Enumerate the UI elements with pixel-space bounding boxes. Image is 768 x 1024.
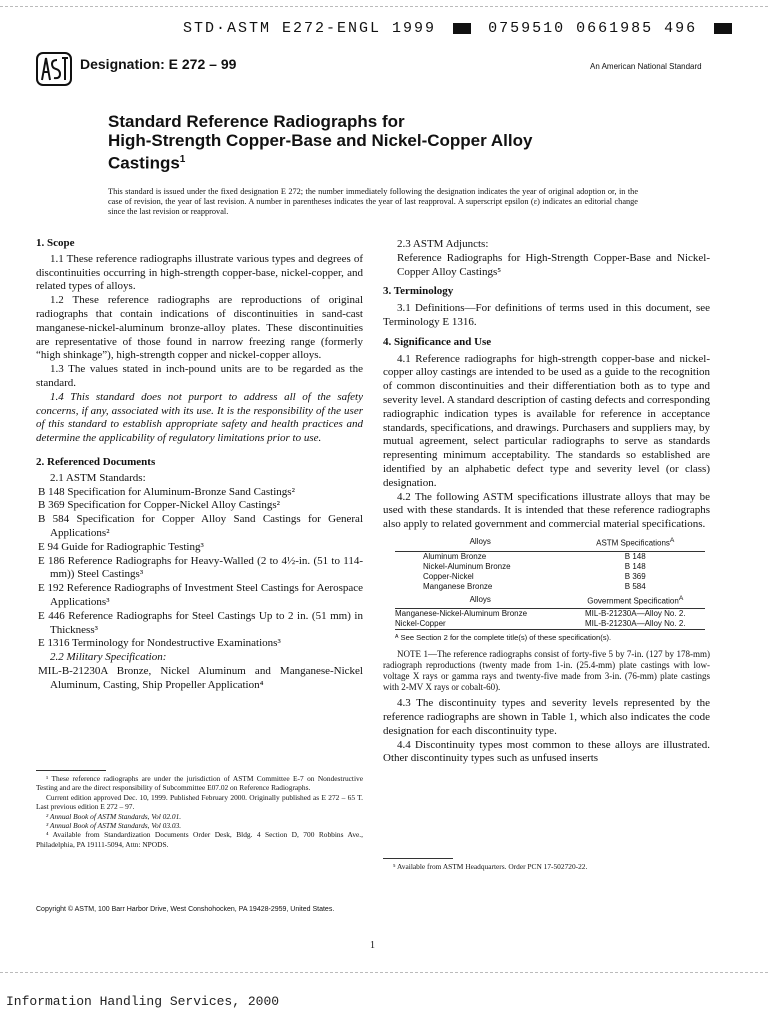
page-number: 1 <box>370 940 375 951</box>
right-column <box>383 238 710 766</box>
top-scan-line <box>0 6 768 8</box>
note: NOTE 1—The reference radiographs consist of forty-five 5 by 7-in. (127 by 178-mm) radiograph reproductions (twenty made from 1-in. (25.4-mm) plate castings with low-voltage X rays or gamma rays and twenty-five made from 3-in. (76-mm) plate castings with 2-MV X rays or cobalt-60). <box>383 649 710 693</box>
provider-watermark: Information Handling Services, 2000 <box>6 994 280 1009</box>
table-row: Manganese Bronze B 584 <box>423 581 646 591</box>
alloy-specification-table <box>383 534 710 643</box>
barcode-block-icon <box>453 23 471 34</box>
paragraph: 4.4 Discontinuity types most common to these alloys are illustrated. Other discontinuity types such as unfused inserts <box>383 738 710 765</box>
subsection-label: 2.2 Military Specification: <box>50 651 167 664</box>
list-item: E 186 Reference Radiographs for Heavy-Walled (2 to 4½-in. (51 to 114-mm)) Steel Castings³ <box>38 554 363 581</box>
designation: Designation: E 272 – 99 <box>80 56 237 72</box>
bottom-scan-line <box>0 972 768 974</box>
table-row: Manganese-Nickel-Aluminum Bronze MIL-B-21230A—Alloy No. 2. <box>395 609 686 619</box>
footnote: ¹ These reference radiographs are under the jurisdiction of ASTM Committee E-7 on Nondestructive Testing and are the direct responsibility of Subcommittee E07.02 on Reference Radiographs. <box>36 774 363 793</box>
national-standard-label: An American National Standard <box>590 62 702 71</box>
paragraph: 1.3 The values stated in inch-pound units are to be regarded as the standard. <box>36 363 363 389</box>
table-header: Government Specification$^A$ <box>587 594 684 606</box>
footnote: ⁵ Available from ASTM Headquarters. Order PCN 17-502720-22. <box>393 862 588 871</box>
list-item: MIL-B-21230A Bronze, Nickel Aluminum and Manganese-Nickel Aluminum, Casting, Ship Propeller Application⁴ <box>38 664 363 691</box>
list-item: B 148 Specification for Aluminum-Bronze Sand Castings² <box>38 485 295 498</box>
paragraph: 3.1 Definitions—For definitions of terms used in this document, see Terminology E 1316. <box>383 302 710 328</box>
footnote: Current edition approved Dec. 10, 1999. Published February 2000. Originally published as E 272 – 65 T. Last previous edition E 272 – 97. <box>36 792 363 812</box>
copyright: Copyright © ASTM, 100 Barr Harbor Drive, West Conshohocken, PA 19428-2959, United States. <box>36 906 335 913</box>
subsection-label: 2.3 ASTM Adjuncts: <box>397 238 489 250</box>
paragraph: 4.1 Reference radiographs for high-strength copper-base and nickel-copper alloy castings are intended to be used as a guide to the recognition of common discontinuities and their differentiation both as to type and severity level. A standard description of casting defects and corresponding radiographic indication types is available for reference in acceptance standards, specifications, and drawings. Purchasers and suppliers may, by mutual agreement, select particular radiographs to serve as standards representing minimum acceptability. The standards so established are identified by an alphabetic defect type and severity level (or class) designation. <box>383 352 710 489</box>
paragraph: Reference Radiographs for High-Strength Copper-Base and Nickel-Copper Alloy Castings⁵ <box>397 251 710 278</box>
table-row: Nickel-Copper MIL-B-21230A—Alloy No. 2. <box>395 619 705 630</box>
section-heading: 1. Scope <box>36 237 75 249</box>
table-row: Nickel-Aluminum Bronze B 148 <box>423 561 646 571</box>
paragraph: 1.4 This standard does not purport to address all of the safety concerns, if any, associated with its use. It is the responsibility of the user of this standard to establish appropriate safety and health practices and determine the applicability of regulatory limitations prior to use. <box>36 390 363 445</box>
section-heading: 3. Terminology <box>383 285 454 298</box>
header-code-number: 0759510 0661985 496 <box>488 20 698 37</box>
header-code-text: STD·ASTM E272-ENGL 1999 <box>183 20 437 37</box>
paragraph: 1.1 These reference radiographs illustrate various types and degrees of discontinuities occurring in high-strength copper-base, nickel-copper, and related types of alloys. <box>36 252 363 293</box>
footnote: ² Annual Book of ASTM Standards, Vol 02.01. <box>46 811 182 821</box>
paragraph: 4.3 The discontinuity types and severity levels represented by the reference radiographs are shown in Table 1, which also indicates the code designation for each discontinuity type. <box>383 697 710 737</box>
list-item: E 1316 Terminology for Nondestructive Examinations³ <box>38 637 281 650</box>
title-line: Castings <box>108 153 180 173</box>
table-row: Aluminum Bronze B 148 <box>423 551 646 561</box>
table-header: ASTM Specifications$^A$ <box>596 536 675 548</box>
list-item: E 446 Reference Radiographs for Steel Castings Up to 2 in. (51 mm) in Thickness³ <box>38 609 363 636</box>
table-header: Alloys <box>469 594 491 604</box>
reference-list <box>36 486 363 652</box>
title-footnote-ref: 1 <box>179 154 186 165</box>
footnote-rule <box>383 858 453 859</box>
astm-logo <box>36 52 72 86</box>
paragraph: 4.2 The following ASTM specifications illustrate alloys that may be used with these standards. It is intended that these reference radiographs also apply to related government and commercial material specifications. <box>383 490 710 531</box>
paragraph: 1.2 These reference radiographs are reproductions of original radiographs that contain indications of discontinuities in sand-cast manganese-nickel-aluminum bronze-alloy plates. These discontinuities are representative of those found in narrow freezing range (formerly “high shinkage”), high-strength copper and nickel-copper alloys. <box>36 294 363 362</box>
right-footnotes <box>383 858 710 871</box>
barcode-block-icon <box>714 23 732 34</box>
list-item: E 192 Reference Radiographs of Investment Steel Castings for Aerospace Applications³ <box>38 582 363 608</box>
footnote: ³ Annual Book of ASTM Standards, Vol 03.03. <box>46 821 182 831</box>
section-heading: 2. Referenced Documents <box>36 455 156 468</box>
document-header-code <box>183 20 738 37</box>
title-line: Standard Reference Radiographs for <box>108 112 405 131</box>
footnote-rule <box>36 770 106 771</box>
list-item: E 94 Guide for Radiographic Testing³ <box>38 540 204 553</box>
left-footnotes <box>36 770 363 849</box>
title-line: High-Strength Copper-Base and Nickel-Copper Alloy <box>108 131 533 150</box>
left-column <box>36 237 363 693</box>
list-item: B 584 Specification for Copper Alloy Sand Castings for General Applications² <box>38 513 363 539</box>
section-heading: 4. Significance and Use <box>383 335 492 348</box>
list-item: B 369 Specification for Copper-Nickel Alloy Castings² <box>38 499 280 512</box>
preamble: This standard is issued under the fixed designation E 272; the number immediately following the designation indicates the year of original adoption or, in the case of revision, the year of last revision. A number in parentheses indicates the year of last reapproval. A superscript epsilon (ε) indicates an editorial change since the last revision or reapproval. <box>108 187 638 217</box>
table-header: Alloys <box>469 537 491 547</box>
subsection-label: 2.1 ASTM Standards: <box>50 471 146 484</box>
table-footnote: ᴬ See Section 2 for the complete title(s) of these specification(s). <box>395 633 612 643</box>
table-row: Copper-Nickel B 369 <box>423 571 646 581</box>
document-title <box>108 112 532 173</box>
footnote: ⁴ Available from Standardization Documents Order Desk, Bldg. 4 Section D, 700 Robbins Ave., Philadelphia, PA 19111-5094, Attn: NPODS. <box>36 830 363 849</box>
